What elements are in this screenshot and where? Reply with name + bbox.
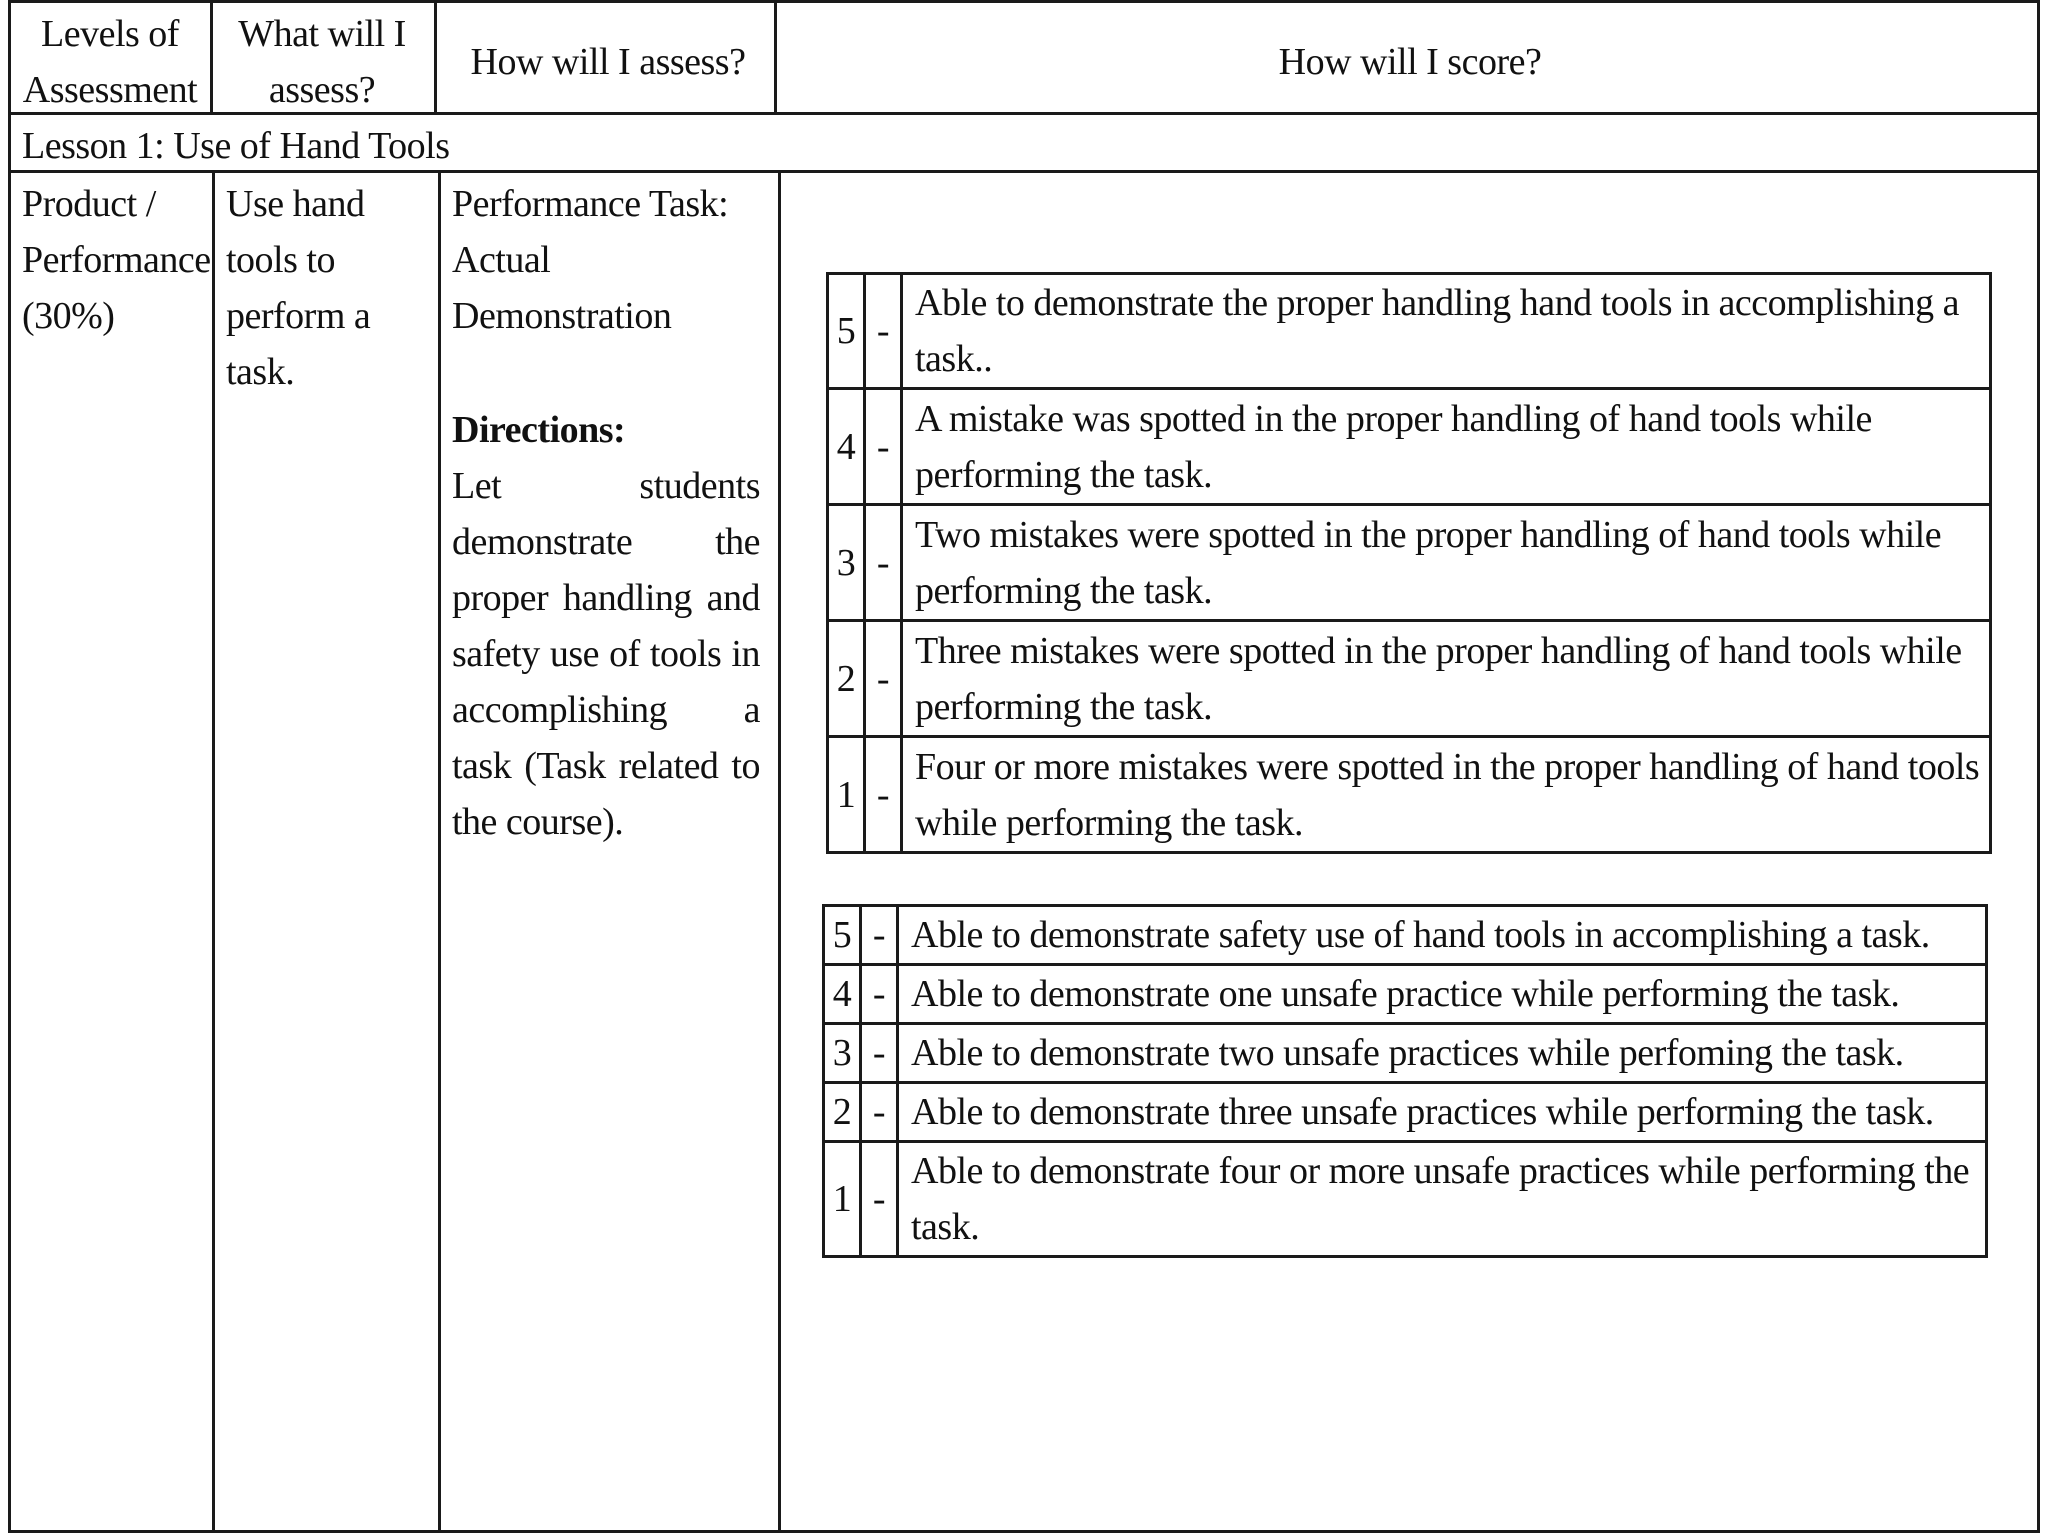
rubric-row [828, 737, 1991, 853]
table-right-border [2037, 0, 2040, 1533]
rubric-score: 3 [824, 1024, 861, 1083]
rubric-dash: - [865, 389, 902, 505]
table-bottom-border [8, 1530, 2040, 1533]
rubric-row [828, 621, 1991, 737]
rubric-score: 2 [824, 1083, 861, 1142]
col-divider-1-body [212, 170, 215, 1533]
rubric-score: 2 [828, 621, 865, 737]
rubric-dash: - [865, 621, 902, 737]
rubric-score: 5 [824, 906, 861, 965]
header-levels-of-assessment: Levels of Assessment [22, 13, 198, 111]
rubric-score: 3 [828, 505, 865, 621]
table-top-border [8, 0, 2040, 3]
col-divider-2-body [438, 170, 441, 1533]
rubric-description: Four or more mistakes were spotted in the proper handling of hand tools while performing the task. [902, 737, 1991, 853]
rubric-score: 4 [828, 389, 865, 505]
rubric-handling-table [826, 272, 1992, 854]
performance-task: Performance Task: Actual Demonstration [452, 183, 729, 337]
rubric-dash: - [865, 274, 902, 389]
rubric-row [828, 274, 1991, 389]
rubric-safety-table [822, 904, 1988, 1258]
rubric-score: 5 [828, 274, 865, 389]
rubric-dash: - [861, 906, 898, 965]
directions-text: Let students demonstrate the proper handling and safety use of tools in accomplishing a task (Task related to the course). [452, 465, 760, 843]
directions-heading: Directions: [452, 409, 626, 451]
level-of-assessment-value: Product / Performance (30%) [22, 183, 211, 337]
rubric-row [824, 1024, 1987, 1083]
rubric-row [824, 906, 1987, 965]
rubric-dash: - [861, 1083, 898, 1142]
rubric-description: Able to demonstrate three unsafe practices while performing the task. [898, 1083, 1987, 1142]
rubric-description: Able to demonstrate four or more unsafe practices while performing the task. [898, 1142, 1987, 1257]
rubric-description: Two mistakes were spotted in the proper handling of hand tools while performing the task. [902, 505, 1991, 621]
lesson-title: Lesson 1: Use of Hand Tools [22, 125, 450, 167]
rubric-score: 1 [828, 737, 865, 853]
rubric-description: Able to demonstrate one unsafe practice while performing the task. [898, 965, 1987, 1024]
rubric-dash: - [865, 505, 902, 621]
rubric-row [824, 1142, 1987, 1257]
rubric-dash: - [861, 1142, 898, 1257]
rubric-description: Three mistakes were spotted in the proper handling of hand tools while performing the task. [902, 621, 1991, 737]
what-to-assess-value: Use hand tools to perform a task. [226, 183, 371, 393]
rubric-dash: - [865, 737, 902, 853]
rubric-description: Able to demonstrate two unsafe practices while perfoming the task. [898, 1024, 1987, 1083]
rubric-row [824, 1083, 1987, 1142]
rubric-description: Able to demonstrate the proper handling hand tools in accomplishing a task.. [902, 274, 1991, 389]
rubric-dash: - [861, 1024, 898, 1083]
rubric-dash: - [861, 965, 898, 1024]
col-divider-2 [434, 0, 437, 112]
header-how-will-i-assess: How will I assess? [470, 41, 746, 83]
rubric-score: 4 [824, 965, 861, 1024]
col-divider-3-body [778, 170, 781, 1533]
header-what-will-i-assess: What will I assess? [238, 13, 406, 111]
table-left-border [8, 0, 11, 1533]
rubric-row [828, 389, 1991, 505]
rubric-description: Able to demonstrate safety use of hand tools in accomplishing a task. [898, 906, 1987, 965]
rubric-description: A mistake was spotted in the proper handling of hand tools while performing the task. [902, 389, 1991, 505]
rubric-score: 1 [824, 1142, 861, 1257]
rubric-row [824, 965, 1987, 1024]
rubric-row [828, 505, 1991, 621]
header-how-will-i-score: How will I score? [1278, 41, 1542, 83]
